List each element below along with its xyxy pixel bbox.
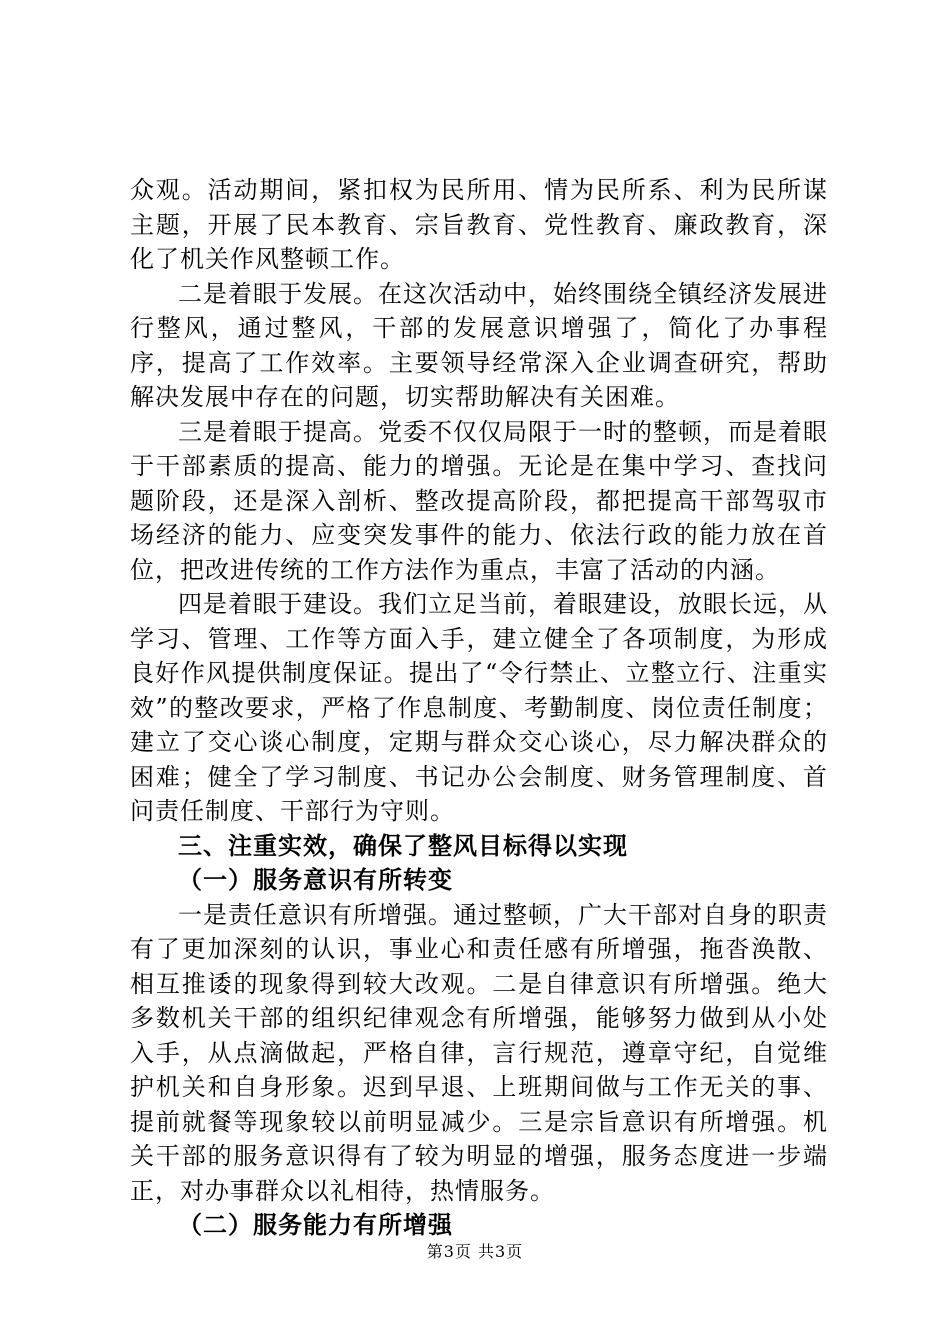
section-heading-results: 三、注重实效，确保了整风目标得以实现: [178, 831, 628, 860]
paragraph-service-awareness: 一是责任意识有所增强。通过整顿，广大干部对自身的职责有了更加深刻的认识，事业心和责任感有所增强，拖沓涣散、相互推诿的现象得到较大改观。二是自律意识有所增强。绝大多数机关干部的组织纪律观念有所增强，能够努力做到从小处入手，从点滴做起，严格自律，言行规范，遵章守纪，自觉维护机关和自身形象。迟到早退、上班期间做与工作无关的事、提前就餐等现象较以前明显减少。三是宗旨意识有所增强。机关干部的服务意识得有了较为明显的增强，服务态度进一步端正，对办事群众以礼相待，热情服务。: [130, 900, 828, 1205]
document-body: [130, 173, 828, 1243]
paragraph-development: 二是着眼于发展。在这次活动中，始终围绕全镇经济发展进行整风，通过整风，干部的发展意识增强了，简化了办事程序，提高了工作效率。主要领导经常深入企业调查研究，帮助解决发展中存在的问题，切实帮助解决有关困难。: [130, 279, 828, 411]
subsection-heading-service-ability: （二）服务能力有所增强: [178, 1211, 453, 1239]
subsection-heading-service-awareness: （一）服务意识有所转变: [178, 866, 453, 894]
paragraph-construction: 四是着眼于建设。我们立足当前，着眼建设，放眼长远，从学习、管理、工作等方面入手，建立健全了各项制度，为形成良好作风提供制度保证。提出了“令行禁止、立整立行、注重实效”的整改要求，严格了作息制度、考勤制度、岗位责任制度；建立了交心谈心制度，定期与群众交心谈心，尽力解决群众的困难；健全了学习制度、书记办公会制度、财务管理制度、首问责任制度、干部行为守则。: [130, 590, 828, 825]
page-number-footer: 第3页 共3页: [426, 1242, 524, 1261]
paragraph-intro-continued: 众观。活动期间，紧扣权为民所用、情为民所系、利为民所谋主题，开展了民本教育、宗旨教育、党性教育、廉政教育，深化了机关作风整顿工作。: [130, 176, 828, 273]
paragraph-improvement: 三是着眼于提高。党委不仅仅局限于一时的整顿，而是着眼于干部素质的提高、能力的增强。无论是在集中学习、查找问题阶段，还是深入剖析、整改提高阶段，都把提高干部驾驭市场经济的能力、应变突发事件的能力、依法行政的能力放在首位，把改进传统的工作方法作为重点，丰富了活动的内涵。: [130, 417, 828, 584]
